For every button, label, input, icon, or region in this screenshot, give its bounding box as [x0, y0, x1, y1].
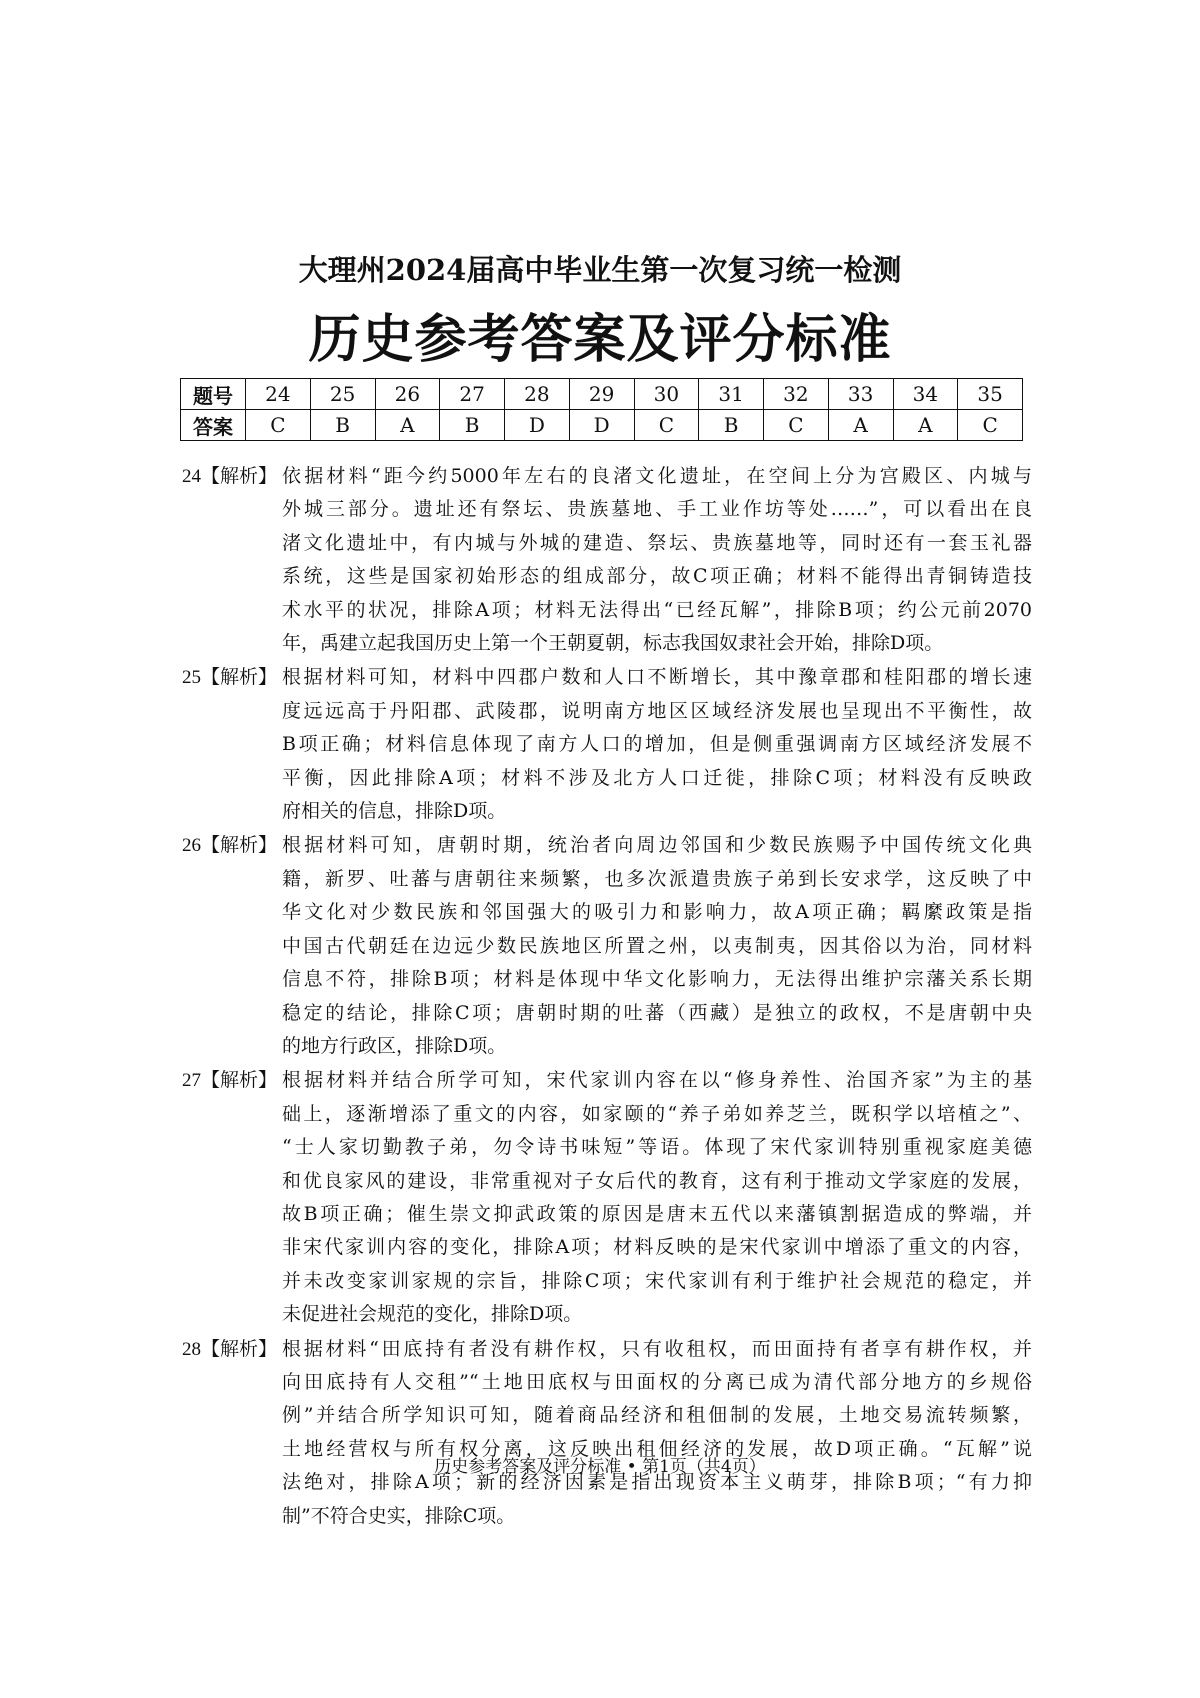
explanation-line: 依据材料“距今约5000年左右的良渚文化遗址，在空间上分为宫殿区、内城与	[282, 465, 1032, 487]
explanation-line: 系统，这些是国家初始形态的组成部分，故C项正确；材料不能得出青铜铸造技	[282, 565, 1032, 588]
analysis-tag: 【解析】	[201, 1069, 278, 1092]
answer-cell: D	[569, 410, 634, 441]
answer-cell: B	[699, 410, 764, 441]
explanation-line: 向田底持有人交租”“土地田底权与田面权的分离已成为清代部分地方的乡规俗	[282, 1370, 1032, 1393]
explanation-line: 术水平的状况，排除A项；材料无法得出“已经瓦解”，排除B项；约公元前2070	[282, 598, 1032, 621]
explanation-label	[182, 661, 282, 694]
question-number-cell: 27	[440, 379, 505, 410]
question-number-cell: 28	[505, 379, 570, 410]
explanation-line: 根据材料可知，唐朝时期，统治者向周边邻国和少数民族赐予中国传统文化典	[282, 834, 1032, 857]
explanation-line: 根据材料并结合所学可知，宋代家训内容在以“修身养性、治国齐家”为主的基	[282, 1069, 1032, 1092]
question-number-cell: 34	[893, 379, 958, 410]
explanation-line: 的地方行政区，排除D项。	[282, 1034, 507, 1057]
explanation-line: 度远远高于丹阳郡、武陵郡，说明南方地区区域经济发展也呈现出不平衡性，故	[282, 699, 1032, 722]
explanation-line: B项正确；材料信息体现了南方人口的增加，但是侧重强调南方区域经济发展不	[282, 733, 1032, 756]
question-number: 26	[182, 835, 201, 857]
explanation-line: 根据材料可知，材料中四郡户数和人口不断增长，其中豫章郡和桂阳郡的增长速	[282, 666, 1032, 689]
question-number-cell: 35	[958, 379, 1023, 410]
explanation-24	[182, 460, 1032, 660]
question-number-cell: 25	[310, 379, 375, 410]
question-number: 25	[182, 667, 201, 689]
explanation-line: 平衡，因此排除A项；材料不涉及北方人口迁徙，排除C项；材料没有反映政	[282, 766, 1032, 789]
explanation-line: 未促进社会规范的变化，排除D项。	[282, 1303, 583, 1326]
explanation-line: 府相关的信息，排除D项。	[282, 800, 507, 823]
question-number-cell: 24	[246, 379, 311, 410]
explanation-27	[182, 1064, 1032, 1331]
explanation-label	[182, 829, 282, 862]
explanation-line: 和优良家风的建设，非常重视对子女后代的教育，这有利于推动文学家庭的发展，	[282, 1169, 1032, 1192]
explanation-body	[282, 661, 1032, 828]
explanation-line: 例”并结合所学知识可知，随着商品经济和租佃制的发展，土地交易流转频繁，	[282, 1404, 1032, 1427]
explanation-body	[282, 1064, 1032, 1331]
explanation-label	[182, 1333, 282, 1366]
page-footer: 历史参考答案及评分标准 • 第1页（共4页）	[434, 1457, 766, 1477]
explanation-line: 制”不符合史实，排除C项。	[282, 1504, 516, 1527]
explanation-line: 渚文化遗址中，有内城与外城的建造、祭坛、贵族墓地等，同时还有一套玉礼器	[282, 531, 1032, 554]
explanation-body	[282, 460, 1032, 660]
answer-cell: C	[764, 410, 829, 441]
exam-subtitle: 大理州2024届高中毕业生第一次复习统一检测	[298, 253, 902, 287]
explanation-line: 信息不符，排除B项；材料是体现中华文化影响力，无法得出维护宗藩关系长期	[282, 968, 1032, 991]
explanation-line: 故B项正确；催生崇文抑武政策的原因是唐末五代以来藩镇割据造成的弊端，并	[282, 1202, 1032, 1225]
answer-cell: A	[893, 410, 958, 441]
explanation-label	[182, 1064, 282, 1097]
explanation-line: 年，禹建立起我国历史上第一个王朝夏朝，标志我国奴隶社会开始，排除D项。	[282, 632, 944, 655]
answer-cell: B	[310, 410, 375, 441]
question-number: 24	[182, 466, 201, 487]
explanation-line: 稳定的结论，排除C项；唐朝时期的吐蕃（西藏）是独立的政权，不是唐朝中央	[282, 1001, 1032, 1024]
answer-cell: A	[375, 410, 440, 441]
explanation-line: 中国古代朝廷在边远少数民族地区所置之州，以夷制夷，因其俗以为治，同材料	[282, 934, 1032, 957]
document-title: 历史参考答案及评分标准	[308, 309, 892, 370]
explanation-line: 础上，逐渐增添了重文的内容，如家颐的“养子弟如养芝兰，既积学以培植之”、	[282, 1102, 1032, 1125]
answer-row	[181, 410, 1023, 441]
explanation-line: 法绝对，排除A项；新的经济因素是指出现资本主义萌芽，排除B项；“有力抑	[282, 1471, 1032, 1494]
analysis-tag: 【解析】	[201, 465, 278, 487]
question-number: 28	[182, 1338, 201, 1360]
explanation-line: “士人家切勤教子弟，勿令诗书味短”等语。体现了宋代家训特别重视家庭美德	[282, 1136, 1032, 1159]
explanation-28	[182, 1333, 1032, 1533]
analysis-tag: 【解析】	[201, 666, 278, 689]
explanation-label	[182, 460, 282, 493]
explanation-line: 根据材料“田底持有者没有耕作权，只有收租权，而田面持有者享有耕作权，并	[282, 1337, 1032, 1360]
answer-cell: B	[440, 410, 505, 441]
explanation-line: 华文化对少数民族和邻国强大的吸引力和影响力，故A项正确；羁縻政策是指	[282, 901, 1032, 924]
question-number-cell: 33	[828, 379, 893, 410]
answer-cell: A	[828, 410, 893, 441]
question-number-cell: 32	[764, 379, 829, 410]
answer-cell: C	[634, 410, 699, 441]
explanation-26	[182, 829, 1032, 1063]
answer-cell: C	[246, 410, 311, 441]
answer-header: 答案	[181, 410, 246, 441]
question-number-cell: 26	[375, 379, 440, 410]
explanation-body	[282, 829, 1032, 1063]
answer-cell: D	[505, 410, 570, 441]
explanation-line: 籍，新罗、吐蕃与唐朝往来频繁，也多次派遣贵族子弟到长安求学，这反映了中	[282, 867, 1032, 890]
explanation-body	[282, 1333, 1032, 1533]
question-number: 27	[182, 1070, 201, 1092]
analysis-tag: 【解析】	[201, 1337, 278, 1360]
explanation-25	[182, 661, 1032, 828]
answer-cell: C	[958, 410, 1023, 441]
explanation-line: 非宋代家训内容的变化，排除A项；材料反映的是宋代家训中增添了重文的内容，	[282, 1236, 1032, 1259]
question-number-cell: 31	[699, 379, 764, 410]
question-number-cell: 30	[634, 379, 699, 410]
question-number-cell: 29	[569, 379, 634, 410]
question-number-header: 题号	[181, 379, 246, 410]
explanations-section	[182, 460, 1032, 1534]
explanation-line: 土地经营权与所有权分离，这反映出租佃经济的发展，故D项正确。“瓦解”说	[282, 1437, 1032, 1460]
answer-key-table	[180, 378, 1023, 441]
explanation-line: 外城三部分。遗址还有祭坛、贵族墓地、手工业作坊等处……”，可以看出在良	[282, 498, 1032, 521]
question-number-row	[181, 379, 1023, 410]
explanation-line: 并未改变家训家规的宗旨，排除C项；宋代家训有利于维护社会规范的稳定，并	[282, 1269, 1032, 1292]
analysis-tag: 【解析】	[201, 834, 278, 857]
